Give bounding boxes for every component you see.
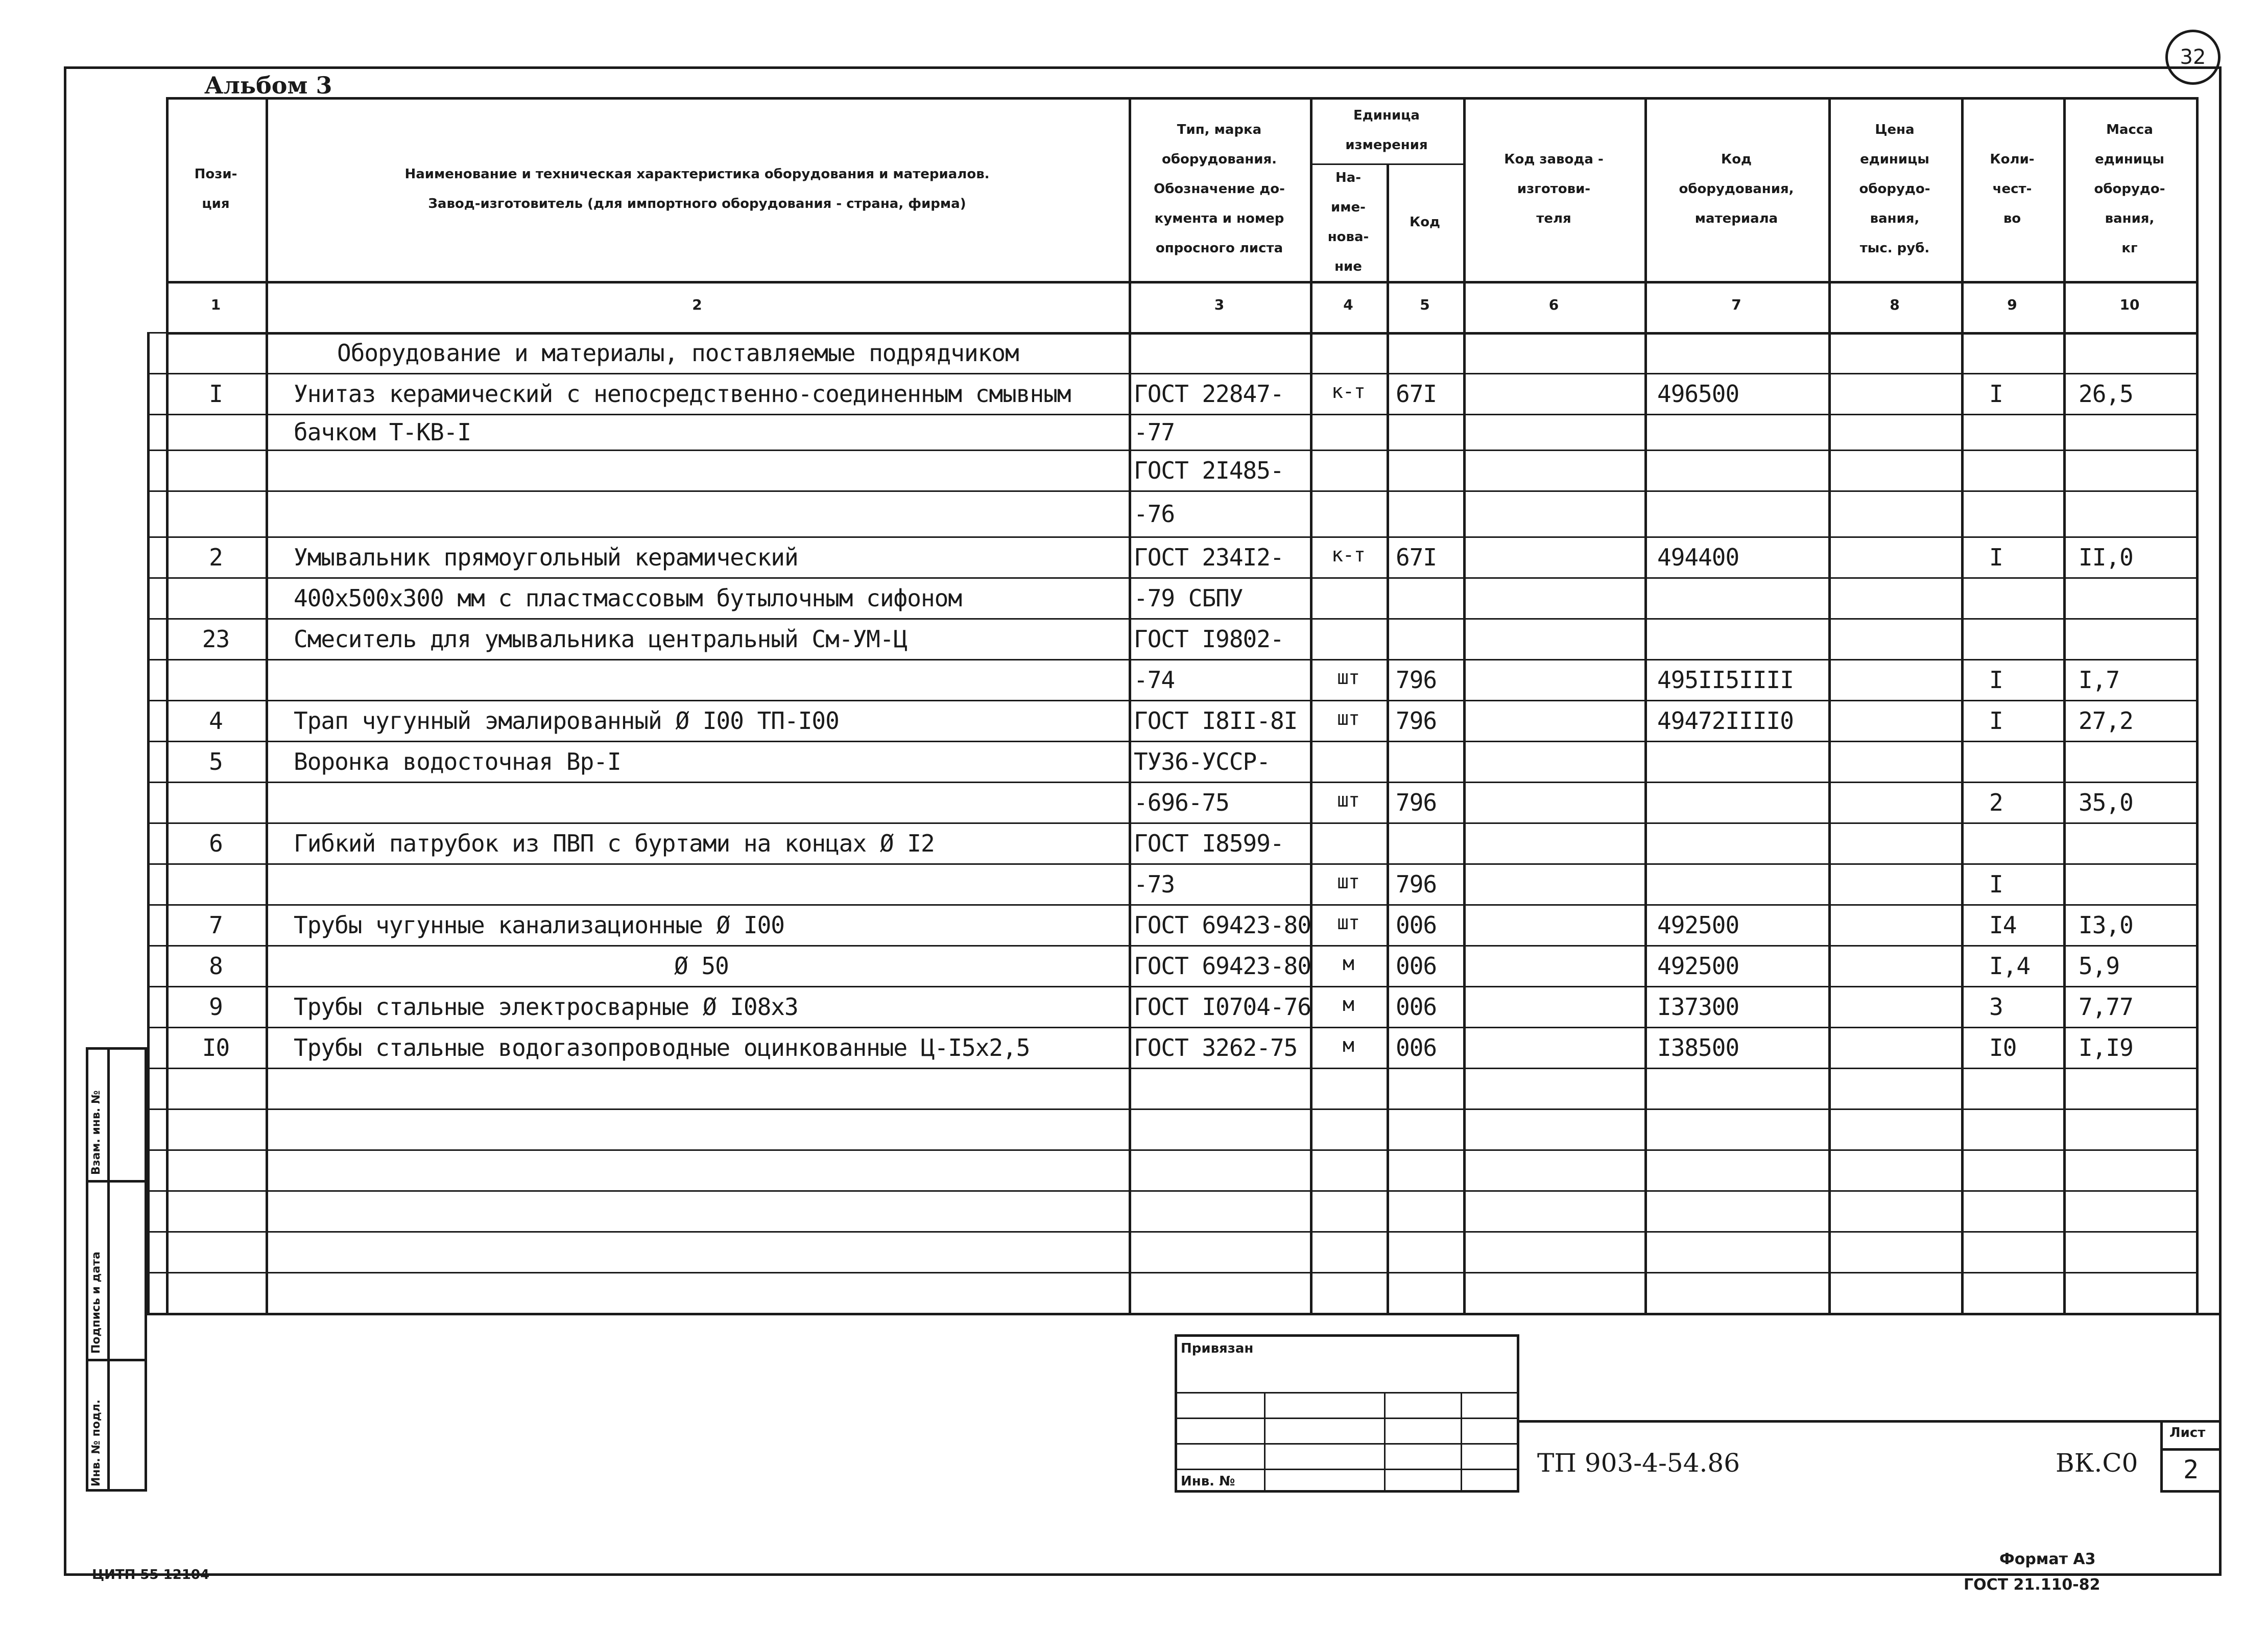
- cell-position: I0: [202, 1034, 230, 1061]
- cell-document: ГОСТ 69423-80: [1134, 911, 1311, 939]
- header-manufacturer-code-line: Код завода -: [1504, 152, 1604, 167]
- header-unit-name-line: нова-: [1327, 229, 1369, 245]
- cell-position: I: [209, 380, 223, 408]
- cell-name: бачком Т-КВ-I: [294, 418, 471, 446]
- cell-material-code: 49472IIII0: [1657, 707, 1794, 735]
- footer-left-code: ЦИТП 55 12104: [92, 1567, 210, 1583]
- header-equipment-code: [1644, 145, 1828, 233]
- cell-name: Воронка водосточная Вр-I: [294, 748, 621, 775]
- header-type-line: кумента и номер: [1154, 211, 1284, 226]
- cell-material-code: I37300: [1657, 993, 1739, 1021]
- table-top-rule: [166, 97, 2196, 100]
- cell-document: ГОСТ 22847-: [1134, 380, 1284, 408]
- cell-name: Унитаз керамический с непосредственно-соединенным смывным: [294, 380, 1071, 408]
- cell-quantity: I0: [1989, 1034, 2017, 1061]
- column-rule-4: [1387, 163, 1389, 1313]
- row-rule: [147, 782, 2196, 783]
- cell-document: -74: [1134, 666, 1175, 694]
- header-type-line: оборудования.: [1161, 152, 1277, 167]
- cell-document: ГОСТ 3262-75: [1134, 1034, 1298, 1061]
- header-quantity-line: во: [2003, 211, 2021, 226]
- cell-mass: 35,0: [2079, 789, 2133, 816]
- row-rule: [147, 863, 2196, 865]
- cell-document: ГОСТ 234I2-: [1134, 544, 1284, 571]
- header-unit-code-line: Код: [1409, 215, 1441, 230]
- header-mass-line: Масса: [2106, 122, 2153, 137]
- cell-mass: II,0: [2079, 544, 2133, 571]
- cell-unit: м: [1343, 952, 1354, 975]
- cell-quantity: I: [1989, 666, 2003, 694]
- row-rule: [147, 577, 2196, 579]
- cell-unit: шт: [1337, 707, 1359, 729]
- cell-material-code: 492500: [1657, 911, 1739, 939]
- header-bottom-rule: [166, 281, 2196, 284]
- cell-name: 400х500х300 мм с пластмассовым бутылочным сифоном: [294, 584, 962, 612]
- header-type: [1129, 115, 1310, 263]
- cell-position: 4: [209, 707, 223, 735]
- row-rule: [147, 332, 2196, 334]
- cell-position: 8: [209, 952, 223, 980]
- cell-unit: шт: [1337, 789, 1359, 811]
- row-rule: [147, 490, 2196, 492]
- cell-name: Трубы чугунные канализационные Ø I00: [294, 911, 784, 939]
- header-equipment-code-line: оборудования,: [1679, 181, 1794, 197]
- cell-unit-code: 796: [1396, 870, 1437, 898]
- column-rule-6: [1644, 97, 1647, 1313]
- cell-unit-code: 796: [1396, 789, 1437, 816]
- row-rule: [147, 659, 2196, 660]
- row-rule: [147, 700, 2196, 701]
- column-rule-2: [1129, 97, 1131, 1313]
- cell-unit-code: 006: [1396, 911, 1437, 939]
- row-rule: [147, 1149, 2196, 1151]
- page-number-circle: 32: [2165, 30, 2221, 85]
- cell-name: Умывальник прямоугольный керамический: [294, 544, 798, 571]
- header-type-line: Тип, марка: [1177, 122, 1262, 137]
- header-mass-line: вания,: [2105, 211, 2155, 226]
- cell-unit: к-т: [1331, 380, 1365, 403]
- header-name: [266, 159, 1129, 219]
- side-label-vzam: Взам. инв. №: [90, 1090, 103, 1175]
- header-manufacturer-code-line: изготови-: [1517, 181, 1591, 197]
- cell-document: -79 СБПУ: [1134, 584, 1243, 612]
- header-unit: [1310, 101, 1463, 160]
- cell-name: Трубы стальные электросварные Ø I08х3: [294, 993, 798, 1021]
- column-rule-5: [1463, 97, 1466, 1313]
- header-type-line: опросного листа: [1155, 241, 1283, 256]
- cell-mass: 5,9: [2079, 952, 2120, 980]
- row-rule: [147, 1108, 2196, 1110]
- cell-unit-code: 006: [1396, 993, 1437, 1021]
- cell-material-code: 492500: [1657, 952, 1739, 980]
- row-rule: [147, 945, 2196, 947]
- cell-document: ГОСТ 69423-80: [1134, 952, 1311, 980]
- footer-gost: ГОСТ 21.110-82: [1964, 1576, 2100, 1594]
- header-equipment-code-line: материала: [1694, 211, 1778, 226]
- cell-document: -77: [1134, 418, 1175, 446]
- header-quantity: [1961, 145, 2063, 233]
- column-number: 2: [692, 296, 702, 313]
- cell-unit: к-т: [1331, 544, 1365, 566]
- row-rule: [147, 373, 2196, 374]
- header-quantity-line: чест-: [1992, 181, 2032, 197]
- row-rule: [147, 1068, 2196, 1069]
- cell-quantity: 3: [1989, 993, 2003, 1021]
- cell-unit-code: 006: [1396, 1034, 1437, 1061]
- cell-position: 6: [209, 830, 223, 857]
- outer-frame: [64, 66, 2222, 1576]
- cell-document: -696-75: [1134, 789, 1229, 816]
- list-label: Лист: [2169, 1425, 2206, 1441]
- cell-document: -76: [1134, 500, 1175, 528]
- header-name-line: Наименование и техническая характеристика оборудования и материалов.: [404, 167, 990, 182]
- cell-unit: м: [1343, 1034, 1354, 1056]
- column-rule-0: [166, 97, 169, 1313]
- cell-unit: м: [1343, 993, 1354, 1016]
- column-number: 8: [1890, 296, 1900, 313]
- column-number: 5: [1420, 296, 1430, 313]
- cell-document: ГОСТ 2I485-: [1134, 457, 1284, 484]
- header-mass: [2063, 115, 2196, 263]
- privyazan-label: Привязан: [1181, 1341, 1254, 1356]
- column-rule-1: [266, 97, 268, 1313]
- cell-document: ТУ36-УССР-: [1134, 748, 1270, 775]
- cell-mass: I3,0: [2079, 911, 2133, 939]
- header-quantity-line: Коли-: [1990, 152, 2035, 167]
- header-unit-name-line: име-: [1331, 200, 1366, 215]
- cell-document: ГОСТ I0704-76: [1134, 993, 1311, 1021]
- row-rule: [147, 986, 2196, 987]
- cell-material-code: 494400: [1657, 544, 1739, 571]
- cell-quantity: I: [1989, 707, 2003, 735]
- cell-position: 5: [209, 748, 223, 775]
- cell-unit-code: 006: [1396, 952, 1437, 980]
- row-rule: [147, 904, 2196, 906]
- cell-unit-code: 67I: [1396, 380, 1437, 408]
- header-unit-name-line: На-: [1335, 170, 1362, 185]
- column-number: 3: [1214, 296, 1225, 313]
- header-position: [166, 159, 266, 219]
- cell-document: ГОСТ I8599-: [1134, 830, 1284, 857]
- header-price: [1828, 115, 1961, 263]
- header-position-line: ция: [202, 196, 230, 211]
- frame-left-edge: [64, 66, 66, 1576]
- row-rule: [147, 1231, 2196, 1233]
- column-number: 6: [1548, 296, 1559, 313]
- column-rule-7: [1828, 97, 1831, 1313]
- row-rule: [147, 822, 2196, 824]
- header-price-line: единицы: [1860, 152, 1929, 167]
- header-price-line: тыс. руб.: [1859, 241, 1930, 256]
- row-rule: [147, 450, 2196, 451]
- header-price-line: вания,: [1870, 211, 1920, 226]
- cell-material-code: I38500: [1657, 1034, 1739, 1061]
- row-rule: [147, 1190, 2196, 1192]
- cell-material-code: 495II5IIII: [1657, 666, 1794, 694]
- cell-document: -73: [1134, 870, 1175, 898]
- column-rule-10: [2196, 97, 2199, 1313]
- cell-unit-code: 796: [1396, 707, 1437, 735]
- header-unit-line: Единица: [1353, 108, 1420, 123]
- cell-quantity: I: [1989, 544, 2003, 571]
- cell-quantity: I4: [1989, 911, 2017, 939]
- cell-quantity: I: [1989, 380, 2003, 408]
- cell-position: 7: [209, 911, 223, 939]
- cell-material-code: 496500: [1657, 380, 1739, 408]
- header-type-line: Обозначение до-: [1154, 181, 1285, 197]
- row-rule: [147, 1272, 2196, 1273]
- cell-position: 23: [202, 625, 230, 653]
- cell-mass: 26,5: [2079, 380, 2133, 408]
- cell-unit: шт: [1337, 666, 1359, 689]
- header-unit-line: измерения: [1345, 137, 1428, 153]
- cell-document: ГОСТ I8II-8I: [1134, 707, 1298, 735]
- header-manufacturer-code-line: теля: [1536, 211, 1571, 226]
- header-name-line: Завод-изготовитель (для импортного оборудования - страна, фирма): [428, 196, 966, 211]
- column-rule-9: [2063, 97, 2066, 1313]
- column-number: 7: [1731, 296, 1741, 313]
- cell-mass: I,I9: [2079, 1034, 2133, 1061]
- cell-unit-code: 796: [1396, 666, 1437, 694]
- cell-mass: I,7: [2079, 666, 2120, 694]
- header-unit-name: [1310, 163, 1387, 281]
- cell-position: 2: [209, 544, 223, 571]
- cell-name: Гибкий патрубок из ПВП с буртами на концах Ø I2: [294, 830, 935, 857]
- column-number: 10: [2119, 296, 2140, 313]
- header-price-line: оборудо-: [1859, 181, 1930, 197]
- header-mass-line: единицы: [2095, 152, 2164, 167]
- list-number: 2: [2183, 1455, 2199, 1484]
- cell-document: ГОСТ I9802-: [1134, 625, 1284, 653]
- column-number: 9: [2007, 296, 2017, 313]
- cell-name: Ø 50: [674, 952, 729, 980]
- column-number: 1: [210, 296, 221, 313]
- header-unit-code: [1387, 207, 1463, 237]
- cell-quantity: 2: [1989, 789, 2003, 816]
- row-rule: [147, 414, 2196, 415]
- footer-format: Формат А3: [1999, 1550, 2096, 1568]
- row-rule: [147, 741, 2196, 742]
- header-manufacturer-code: [1463, 145, 1644, 233]
- cell-name: Смеситель для умывальника центральный См-УМ-Ц: [294, 625, 908, 653]
- cell-quantity: I,4: [1989, 952, 2031, 980]
- cell-unit: шт: [1337, 870, 1359, 893]
- row-rule: [147, 536, 2196, 538]
- document-designation: ТП 903-4-54.86: [1537, 1448, 1740, 1478]
- album-title: Альбом 3: [204, 72, 332, 99]
- sheet-code: ВК.С0: [2056, 1448, 2138, 1478]
- column-rule-8: [1961, 97, 1964, 1313]
- side-label-podpis: Подпись и дата: [90, 1252, 103, 1354]
- cell-unit: шт: [1337, 911, 1359, 934]
- cell-quantity: I: [1989, 870, 2003, 898]
- header-unit-name-line: ние: [1334, 259, 1362, 274]
- cell-mass: 27,2: [2079, 707, 2133, 735]
- cell-unit-code: 67I: [1396, 544, 1437, 571]
- header-position-line: Пози-: [194, 167, 237, 182]
- cell-mass: 7,77: [2079, 993, 2133, 1021]
- cell-position: 9: [209, 993, 223, 1021]
- cell-name: Оборудование и материалы, поставляемые подрядчиком: [337, 339, 1019, 367]
- inv-no-label: Инв. №: [1181, 1474, 1235, 1489]
- header-mass-line: кг: [2121, 241, 2138, 256]
- row-rule: [147, 618, 2196, 620]
- cell-name: Трубы стальные водогазопроводные оцинкованные Ц-I5х2,5: [294, 1034, 1030, 1061]
- row-rule: [147, 1027, 2196, 1028]
- column-number: 4: [1343, 296, 1353, 313]
- header-mass-line: оборудо-: [2094, 181, 2165, 197]
- side-label-inv-podl: Инв. № подл.: [90, 1399, 103, 1486]
- cell-name: Трап чугунный эмалированный Ø I00 ТП-I00: [294, 707, 839, 735]
- header-price-line: Цена: [1875, 122, 1915, 137]
- header-equipment-code-line: Код: [1721, 152, 1752, 167]
